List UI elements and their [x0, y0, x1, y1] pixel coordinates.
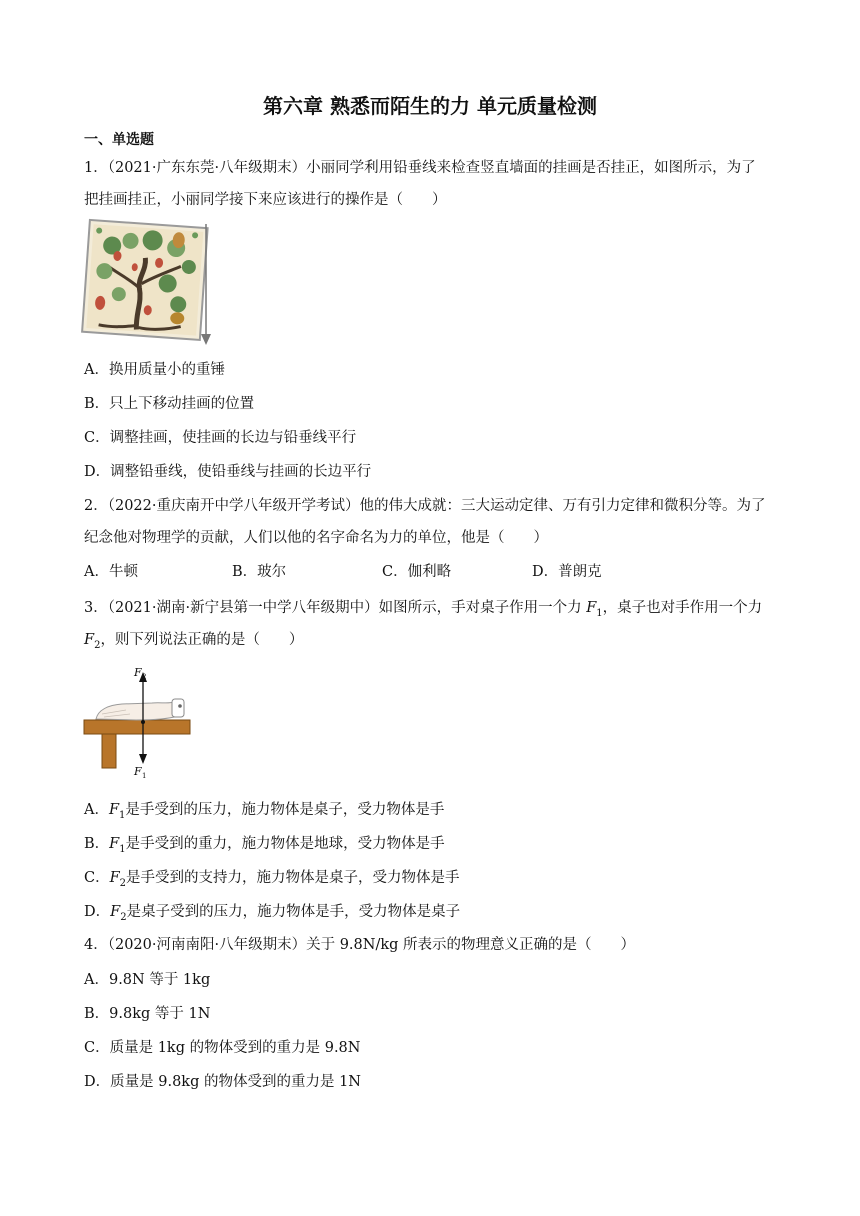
- force-label-bottom: F: [134, 765, 142, 778]
- question-2-line-2: 纪念他对物理学的贡献，人们以他的名字命名为力的单位，他是（ ）: [84, 530, 548, 546]
- question-4-option-c: C．质量是 1kg 的物体受到的重力是 9.8N: [84, 1040, 361, 1056]
- section-heading: 一、单选题: [84, 132, 154, 148]
- question-3-option-b: B．$F_1$是手受到的重力，施力物体是地球，受力物体是手: [84, 836, 445, 855]
- question-2-option-a: A．牛顿: [84, 564, 138, 580]
- question-2-option-b: B．玻尔: [232, 564, 287, 580]
- question-1-option-a: A．换用质量小的重锤: [84, 362, 225, 378]
- question-1-line-1: 1．（2021·广东东莞·八年级期末）小丽同学利用铅垂线来检查竖直墙面的挂画是否挂正，如图所示，为了: [84, 160, 756, 176]
- force-label-top: F: [134, 666, 142, 679]
- question-2-option-c: C．伽利略: [382, 564, 452, 580]
- question-2-line-1: 2．（2022·重庆南开中学八年级开学考试）他的伟大成就：三大运动定律、万有引力定律和微积分等。为了: [84, 498, 766, 514]
- question-2-option-d: D．普朗克: [532, 564, 602, 580]
- question-4-option-a: A．9.8N 等于 1kg: [84, 972, 211, 988]
- question-3-option-c: C．$F_2$是手受到的支持力，施力物体是桌子，受力物体是手: [84, 870, 460, 889]
- force-label-bottom-sub: 1: [142, 772, 147, 780]
- question-3-option-a: A．$F_1$是手受到的压力，施力物体是桌子，受力物体是手: [84, 802, 445, 821]
- question-4-line-1: 4．（2020·河南南阳·八年级期末）关于 9.8N/kg 所表示的物理意义正确的是（ ）: [84, 937, 636, 953]
- question-3-line-1: 3．（2021·湖南·新宁县第一中学八年级期中）如图所示，手对桌子作用一个力 $F_1$，桌子也对手作用一个力: [84, 600, 763, 619]
- question-4-option-d: D．质量是 9.8kg 的物体受到的重力是 1N: [84, 1074, 361, 1090]
- question-1-line-2: 把挂画挂正，小丽同学接下来应该进行的操作是（ ）: [84, 192, 447, 208]
- question-3-line-2: $F_2$，则下列说法正确的是（ ）: [84, 632, 304, 651]
- hand-table-figure: [82, 664, 194, 780]
- question-1-option-c: C．调整挂画，使挂画的长边与铅垂线平行: [84, 430, 357, 446]
- question-4-option-b: B．9.8kg 等于 1N: [84, 1006, 211, 1022]
- question-1-option-d: D．调整铅垂线，使铅垂线与挂画的长边平行: [84, 464, 372, 480]
- page-title: 第六章 熟悉而陌生的力 单元质量检测: [263, 94, 597, 118]
- question-1-option-b: B．只上下移动挂画的位置: [84, 396, 255, 412]
- painting-plumb-figure: [80, 218, 216, 350]
- force-label-top-sub: 2: [142, 673, 147, 681]
- question-3-option-d: D．$F_2$是桌子受到的压力，施力物体是手，受力物体是桌子: [84, 904, 461, 923]
